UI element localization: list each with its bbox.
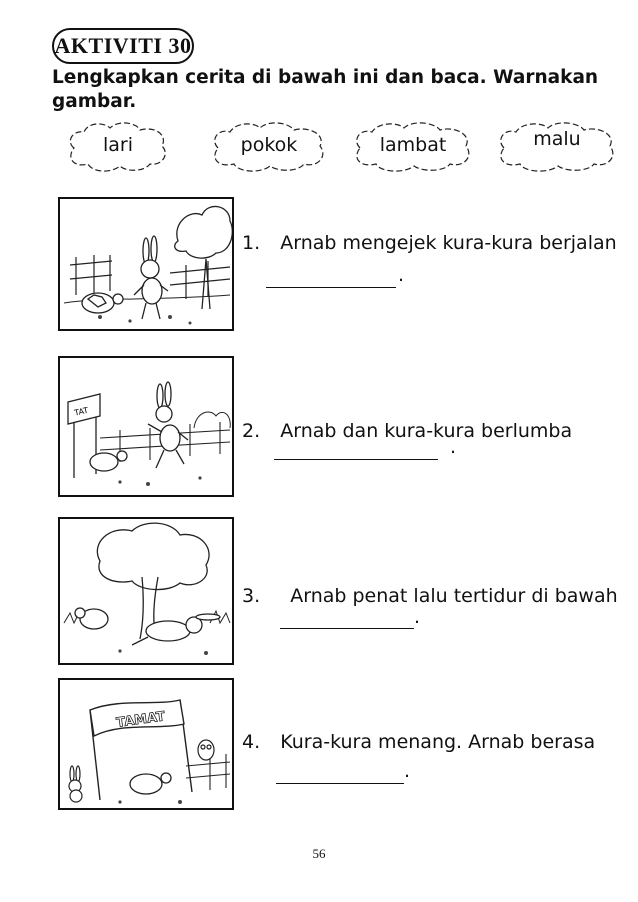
- scene-3-illustration: [58, 517, 234, 665]
- answer-blank-3[interactable]: [280, 628, 414, 629]
- scene-1-illustration: [58, 197, 234, 331]
- question-1-text: Arnab mengejek kura-kura berjalan: [280, 232, 617, 254]
- activity-title-badge: [52, 28, 194, 64]
- question-1-number: 1.: [242, 232, 261, 254]
- question-3: [242, 585, 618, 607]
- finish-banner-text: TAMAT: [115, 709, 166, 731]
- page-number: 56: [312, 846, 326, 861]
- question-3-text: Arnab penat lalu tertidur di bawah: [290, 585, 618, 607]
- rabbit-teasing-tortoise-icon: [60, 199, 232, 329]
- question-4-text: Kura-kura menang. Arnab berasa: [280, 731, 596, 753]
- scene-2-illustration: [58, 356, 234, 497]
- word-lari: lari: [102, 134, 133, 156]
- word-lambat: lambat: [379, 134, 447, 156]
- start-sign-text: TAT: [73, 405, 90, 418]
- question-2-text: Arnab dan kura-kura berlumba: [280, 420, 573, 442]
- answer-4-period: .: [404, 760, 411, 782]
- rabbit-sleeping-under-tree-icon: [60, 519, 232, 663]
- word-cloud-pokok: [208, 118, 330, 174]
- rabbit-tortoise-race-start-icon: [60, 358, 232, 495]
- tortoise-wins-race-icon: [60, 680, 232, 808]
- word-cloud-malu: [494, 118, 620, 174]
- scene-4-illustration: [58, 678, 234, 810]
- question-4-number: 4.: [242, 731, 261, 753]
- word-cloud-lambat: [350, 118, 476, 174]
- instruction-text: Lengkapkan cerita di bawah ini dan baca. Warnakan gambar.: [52, 67, 599, 112]
- word-cloud-lari: [64, 118, 172, 174]
- word-malu: malu: [533, 128, 581, 150]
- question-4: [242, 731, 595, 753]
- answer-3-period: .: [414, 606, 421, 628]
- question-3-number: 3.: [242, 585, 261, 607]
- answer-blank-2[interactable]: [274, 459, 438, 460]
- question-2-number: 2.: [242, 420, 261, 442]
- question-2: [242, 420, 572, 442]
- answer-2-period: .: [450, 436, 457, 458]
- question-1: [242, 232, 617, 254]
- word-pokok: pokok: [240, 134, 298, 156]
- answer-blank-1[interactable]: [266, 287, 396, 288]
- answer-blank-4[interactable]: [276, 783, 404, 784]
- activity-title: AKTIVITI 30: [54, 33, 192, 58]
- answer-1-period: .: [398, 264, 405, 286]
